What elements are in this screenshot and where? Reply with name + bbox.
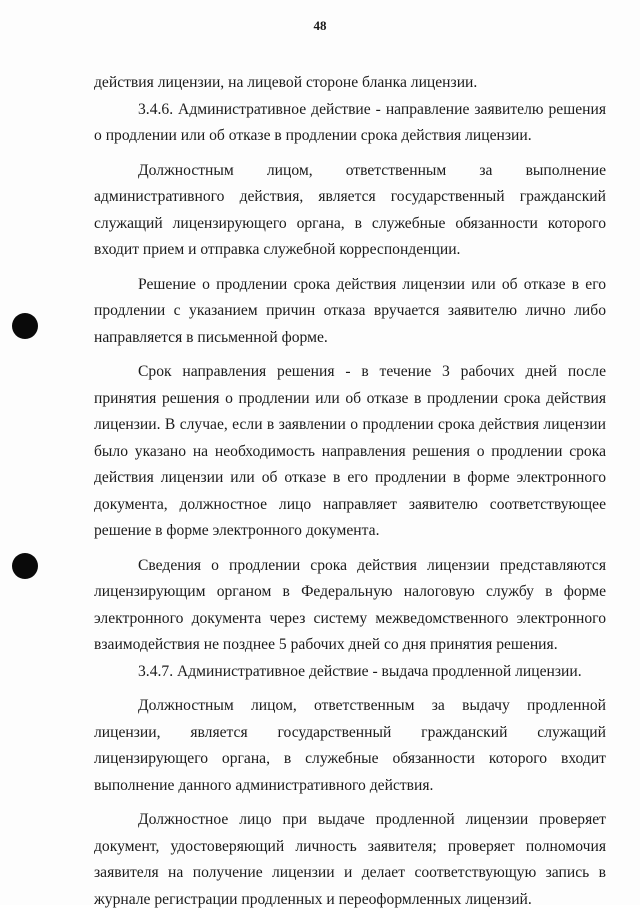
section-heading-3-4-7: 3.4.7. Административное действие - выдача продленной лицензии. — [138, 662, 582, 680]
paragraph: Срок направления решения - в течение 3 рабочих дней после принятия решения о продлении или об отказе в продлении срока действия лицензии. В случае, если в заявлении о продлении срока действия лицензии было указано на необходимость направления решения о продлении срока действия лицензии или об отказе в его продлении в форме электронного документа, должностное лицо направляет заявителю соответствующее решение в форме электронного документа. — [94, 363, 606, 539]
punch-hole — [12, 313, 38, 339]
paragraph: Сведения о продлении срока действия лицензии представляются лицензирующим органом в Федеральную налоговую службу в форме электронного документа через систему межведомственного электронного взаимодействия не позднее 5 рабочих дней со дня принятия решения. — [94, 556, 606, 653]
section-heading-3-4-6: 3.4.6. Административное действие - направление заявителю решения о продлении или об отказе в продлении срока действия лицензии. — [94, 100, 606, 144]
paragraph: Решение о продлении срока действия лицензии или об отказе в его продлении с указанием причин отказа вручается заявителю лично либо направляется в письменной форме. — [94, 275, 606, 346]
punch-hole — [12, 553, 38, 579]
document-body — [94, 70, 606, 913]
paragraph: Должностным лицом, ответственным за выполнение административного действия, является государственный гражданский служащий лицензирующего органа, в служебные обязанности которого входит прием и отправка служебной корреспонденции. — [94, 161, 606, 258]
paragraph: Должностным лицом, ответственным за выдачу продленной лицензии, является государственный гражданский служащий лицензирующего органа, в служебные обязанности которого входит выполнение данного административного действия. — [94, 697, 606, 794]
page-number: 48 — [313, 18, 327, 33]
paragraph: действия лицензии, на лицевой стороне бланка лицензии. — [94, 74, 478, 91]
paragraph: Должностное лицо при выдаче продленной лицензии проверяет документ, удостоверяющий личность заявителя; проверяет полномочия заявителя на получение лицензии и делает соответствующую запись в журнале регистрации продленных и переоформленных лицензий. — [94, 811, 606, 908]
